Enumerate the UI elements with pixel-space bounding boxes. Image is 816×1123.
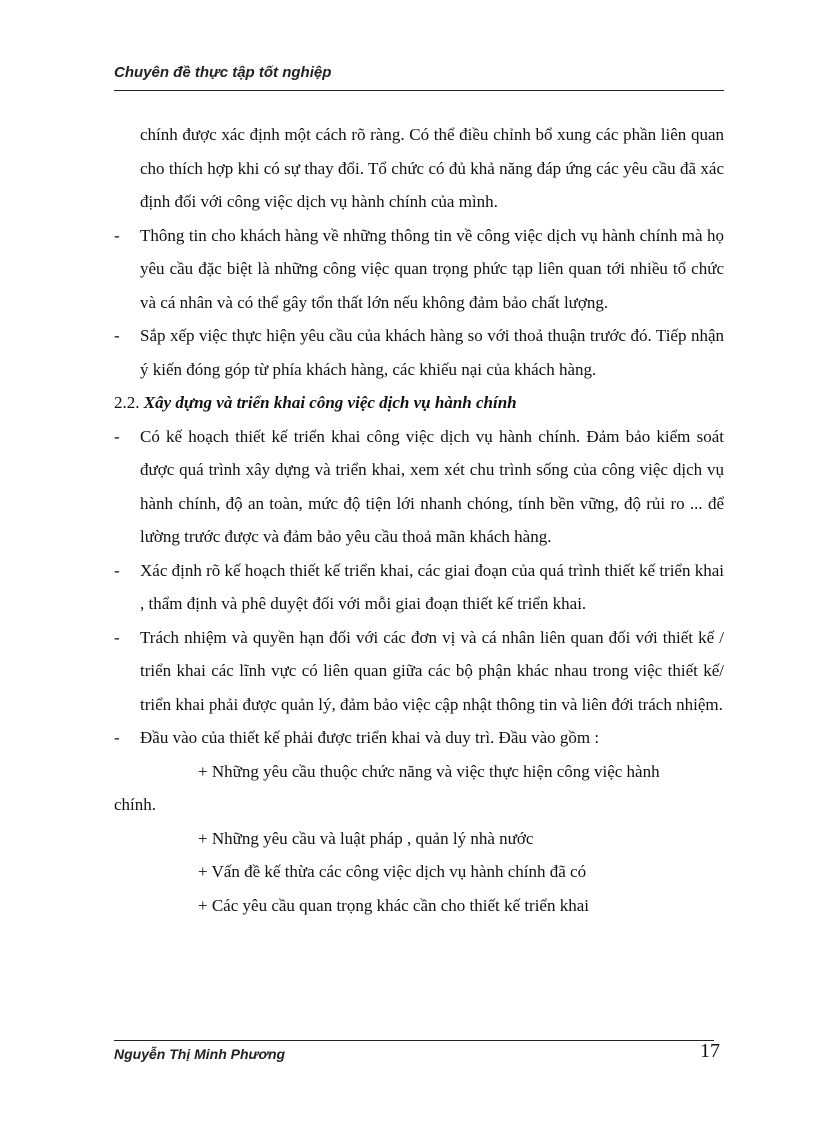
section-title: Xây dựng và triển khai công việc dịch vụ hành chính bbox=[143, 393, 517, 412]
bullet-text: Xác định rõ kế hoạch thiết kế triển khai, các giai đoạn của quá trình thiết kế triển khai , thẩm định và phê duyệt đối với mỗi giai đoạn thiết kế triển khai. bbox=[140, 560, 724, 613]
bullet-dash: - bbox=[114, 560, 120, 580]
sub-item: + Các yêu cầu quan trọng khác cần cho thiết kế triển khai bbox=[198, 895, 589, 915]
bullet-item bbox=[114, 319, 724, 386]
section-heading bbox=[114, 386, 724, 420]
page-number: 17 bbox=[700, 1040, 720, 1062]
sub-item: + Những yêu cầu và luật pháp , quản lý nhà nước bbox=[198, 828, 534, 848]
sub-item: + Vấn đề kế thừa các công việc dịch vụ hành chính đã có bbox=[198, 862, 587, 881]
bullet-item bbox=[114, 621, 724, 722]
footer-rule bbox=[114, 1040, 714, 1042]
bullet-dash: - bbox=[114, 326, 120, 345]
page-header bbox=[114, 60, 724, 91]
bullet-item bbox=[114, 721, 724, 755]
section-number: 2.2. bbox=[114, 393, 140, 412]
bullet-text: Trách nhiệm và quyền hạn đối với các đơn vị và cá nhân liên quan đối với thiết kế / triển khai các lĩnh vực có liên quan giữa các bộ phận khác nhau trong việc thiết kế/ triển khai phải được quản lý, đảm bảo việc cập nhật thông tin và liên đới trách nhiệm. bbox=[140, 627, 724, 714]
bullet-dash: - bbox=[114, 426, 120, 446]
sub-item: + Những yêu cầu thuộc chức năng và việc thực hiện công việc hành bbox=[198, 761, 660, 781]
bullet-text: Có kế hoạch thiết kế triển khai công việc dịch vụ hành chính. Đảm bảo kiểm soát được quá trình xây dựng và triển khai, xem xét chu trình sống của công việc dịch vụ hành chính, độ an toàn, mức độ tiện lới nhanh chóng, tính bền vững, độ rủi ro ... để lường trước được và đảm bảo yêu cầu thoả mãn khách hàng. bbox=[140, 426, 724, 546]
footer-author: Nguyễn Thị Minh Phương bbox=[114, 1046, 286, 1062]
sub-item-continuation: chính. bbox=[114, 795, 157, 814]
bullet-item bbox=[114, 554, 724, 621]
bullet-item bbox=[114, 420, 724, 554]
bullet-dash: - bbox=[114, 627, 120, 647]
bullet-text: Sắp xếp việc thực hiện yêu cầu của khách hàng so với thoả thuận trước đó. Tiếp nhận ý kiến đóng góp từ phía khách hàng, các khiếu nại của khách hàng. bbox=[140, 326, 724, 379]
bullet-item bbox=[114, 219, 724, 320]
bullet-dash: - bbox=[114, 728, 120, 747]
header-title: Chuyên đề thực tập tốt nghiệp bbox=[114, 64, 332, 81]
paragraph-continuation: chính được xác định một cách rõ ràng. Có thể điều chỉnh bổ xung các phần liên quan cho thích hợp khi có sự thay đổi. Tổ chức có đủ khả năng đáp ứng các yêu cầu đã xác định đối với công việc dịch vụ hành chính của mình. bbox=[140, 125, 724, 211]
bullet-dash: - bbox=[114, 225, 120, 245]
body-text bbox=[114, 118, 724, 922]
bullet-text: Đầu vào của thiết kế phải được triển khai và duy trì. Đầu vào gồm : bbox=[140, 728, 600, 747]
bullet-text: Thông tin cho khách hàng về những thông tin về công việc dịch vụ hành chính mà họ yêu cầu đặc biệt là những công việc quan trọng phức tạp liên quan tới nhiều tổ chức và cá nhân và có thể gây tổn thất lớn nếu không đảm bảo chất lượng. bbox=[140, 225, 724, 312]
